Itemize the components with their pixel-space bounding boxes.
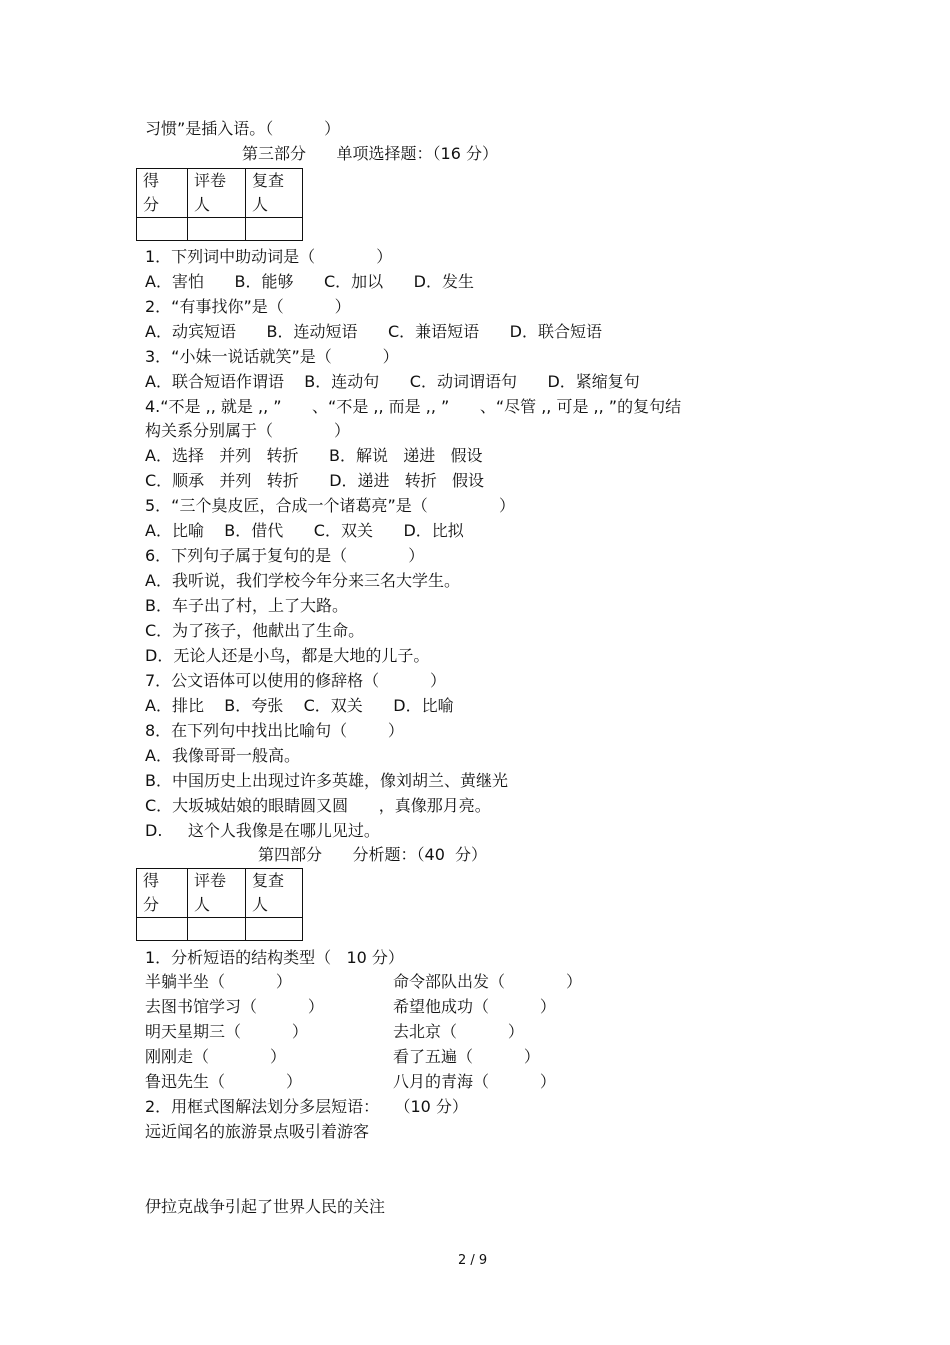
q1-item-right: 希望他成功（ ）: [393, 997, 556, 1016]
q1-item-left: 刚刚走（ ）: [145, 1047, 287, 1066]
score-header-label: 得 分: [143, 871, 160, 914]
s3-line-3: A．动宾短语 B．连动短语 C．兼语短语 D．联合短语: [145, 322, 602, 341]
continued-line: 习惯”是插入语。（ ）: [145, 119, 341, 138]
checker-cell: [246, 918, 303, 941]
s3-line-9: C．顺承 并列 转折 D．递进 转折 假设: [145, 471, 485, 490]
reviewer-header-label: 评卷 人: [194, 871, 227, 914]
s3-line-17: 7．公文语体可以使用的修辞格（ ）: [145, 671, 447, 690]
s3-line-14: B．车子出了村，上了大路。: [145, 596, 348, 615]
reviewer-header-label: 评卷 人: [194, 171, 227, 214]
reviewer-cell: [188, 918, 246, 941]
reviewer-cell: [188, 218, 246, 241]
section3-score-table: [136, 168, 303, 241]
section4-title: 第四部分 分析题：（40 分）: [258, 845, 488, 864]
s3-line-7: 构关系分别属于（ ）: [145, 421, 351, 440]
q2-phrase-1: 远近闻名的旅游景点吸引着游客: [145, 1122, 370, 1141]
checker-header: [246, 169, 303, 218]
checker-header-label: 复查 人: [252, 871, 285, 914]
s3-line-20: A．我像哥哥一般高。: [145, 746, 300, 765]
section3-title: 第三部分 单项选择题：（16 分）: [242, 144, 498, 163]
q1-item-right: 八月的青海（ ）: [393, 1072, 556, 1091]
s3-line-1: A．害怕 B．能够 C．加以 D．发生: [145, 272, 474, 291]
s3-line-11: A．比喻 B．借代 C．双关 D．比拟: [145, 521, 464, 540]
score-cell: [137, 918, 188, 941]
s3-line-2: 2．“有事找你”是（ ）: [145, 297, 351, 316]
checker-header: [246, 869, 303, 918]
q1-item-left: 明天星期三（ ）: [145, 1022, 308, 1041]
s3-line-0: 1．下列词中助动词是（ ）: [145, 247, 393, 266]
s3-line-16: D．无论人还是小鸟，都是大地的儿子。: [145, 646, 430, 665]
s3-line-15: C．为了孩子，他献出了生命。: [145, 621, 365, 640]
s3-line-4: 3．“小妹一说话就笑”是（ ）: [145, 347, 399, 366]
s3-line-6: 4.“不是 ,, 就是 ,, ” 、“不是 ,, 而是 ,, ” 、“尽管 ,, 可是 ,, ”的复句结: [145, 397, 682, 416]
checker-cell: [246, 218, 303, 241]
q1-item-left: 半躺半坐（ ）: [145, 972, 292, 991]
reviewer-header: [188, 169, 246, 218]
reviewer-header: [188, 869, 246, 918]
s3-line-23: D. 这个人我像是在哪儿见过。: [145, 821, 380, 840]
s3-line-22: C．大坂城姑娘的眼睛圆又圆 ，真像那月亮。: [145, 796, 491, 815]
q1-item-right: 去北京（ ）: [393, 1022, 524, 1041]
s3-line-10: 5．“三个臭皮匠，合成一个诸葛亮”是（ ）: [145, 496, 515, 515]
s3-line-13: A．我听说，我们学校今年分来三名大学生。: [145, 571, 460, 590]
score-cell: [137, 218, 188, 241]
q2-title: 2．用框式图解法划分多层短语： （10 分）: [145, 1097, 468, 1116]
q2-phrase-2: 伊拉克战争引起了世界人民的关注: [145, 1197, 386, 1216]
checker-header-label: 复查 人: [252, 171, 285, 214]
q1-title: 1．分析短语的结构类型（ 10 分）: [145, 948, 404, 967]
s3-line-18: A．排比 B．夸张 C．双关 D．比喻: [145, 696, 454, 715]
q1-item-right: 看了五遍（ ）: [393, 1047, 540, 1066]
section4-score-table: [136, 868, 303, 941]
q1-item-left: 去图书馆学习（ ）: [145, 997, 324, 1016]
s3-line-5: A．联合短语作谓语 B．连动句 C．动词谓语句 D．紧缩复句: [145, 372, 640, 391]
s3-line-8: A．选择 并列 转折 B．解说 递进 假设: [145, 446, 483, 465]
s3-line-21: B．中国历史上出现过许多英雄，像刘胡兰、黄继光: [145, 771, 508, 790]
s3-line-12: 6．下列句子属于复句的是（ ）: [145, 546, 425, 565]
score-header: [137, 169, 188, 218]
q1-item-right: 命令部队出发（ ）: [393, 972, 583, 991]
s3-line-19: 8．在下列句中找出比喻句（ ）: [145, 721, 404, 740]
score-header: [137, 869, 188, 918]
page-number: 2 / 9: [458, 1253, 488, 1268]
score-header-label: 得 分: [143, 171, 160, 214]
q1-item-left: 鲁迅先生（ ）: [145, 1072, 303, 1091]
